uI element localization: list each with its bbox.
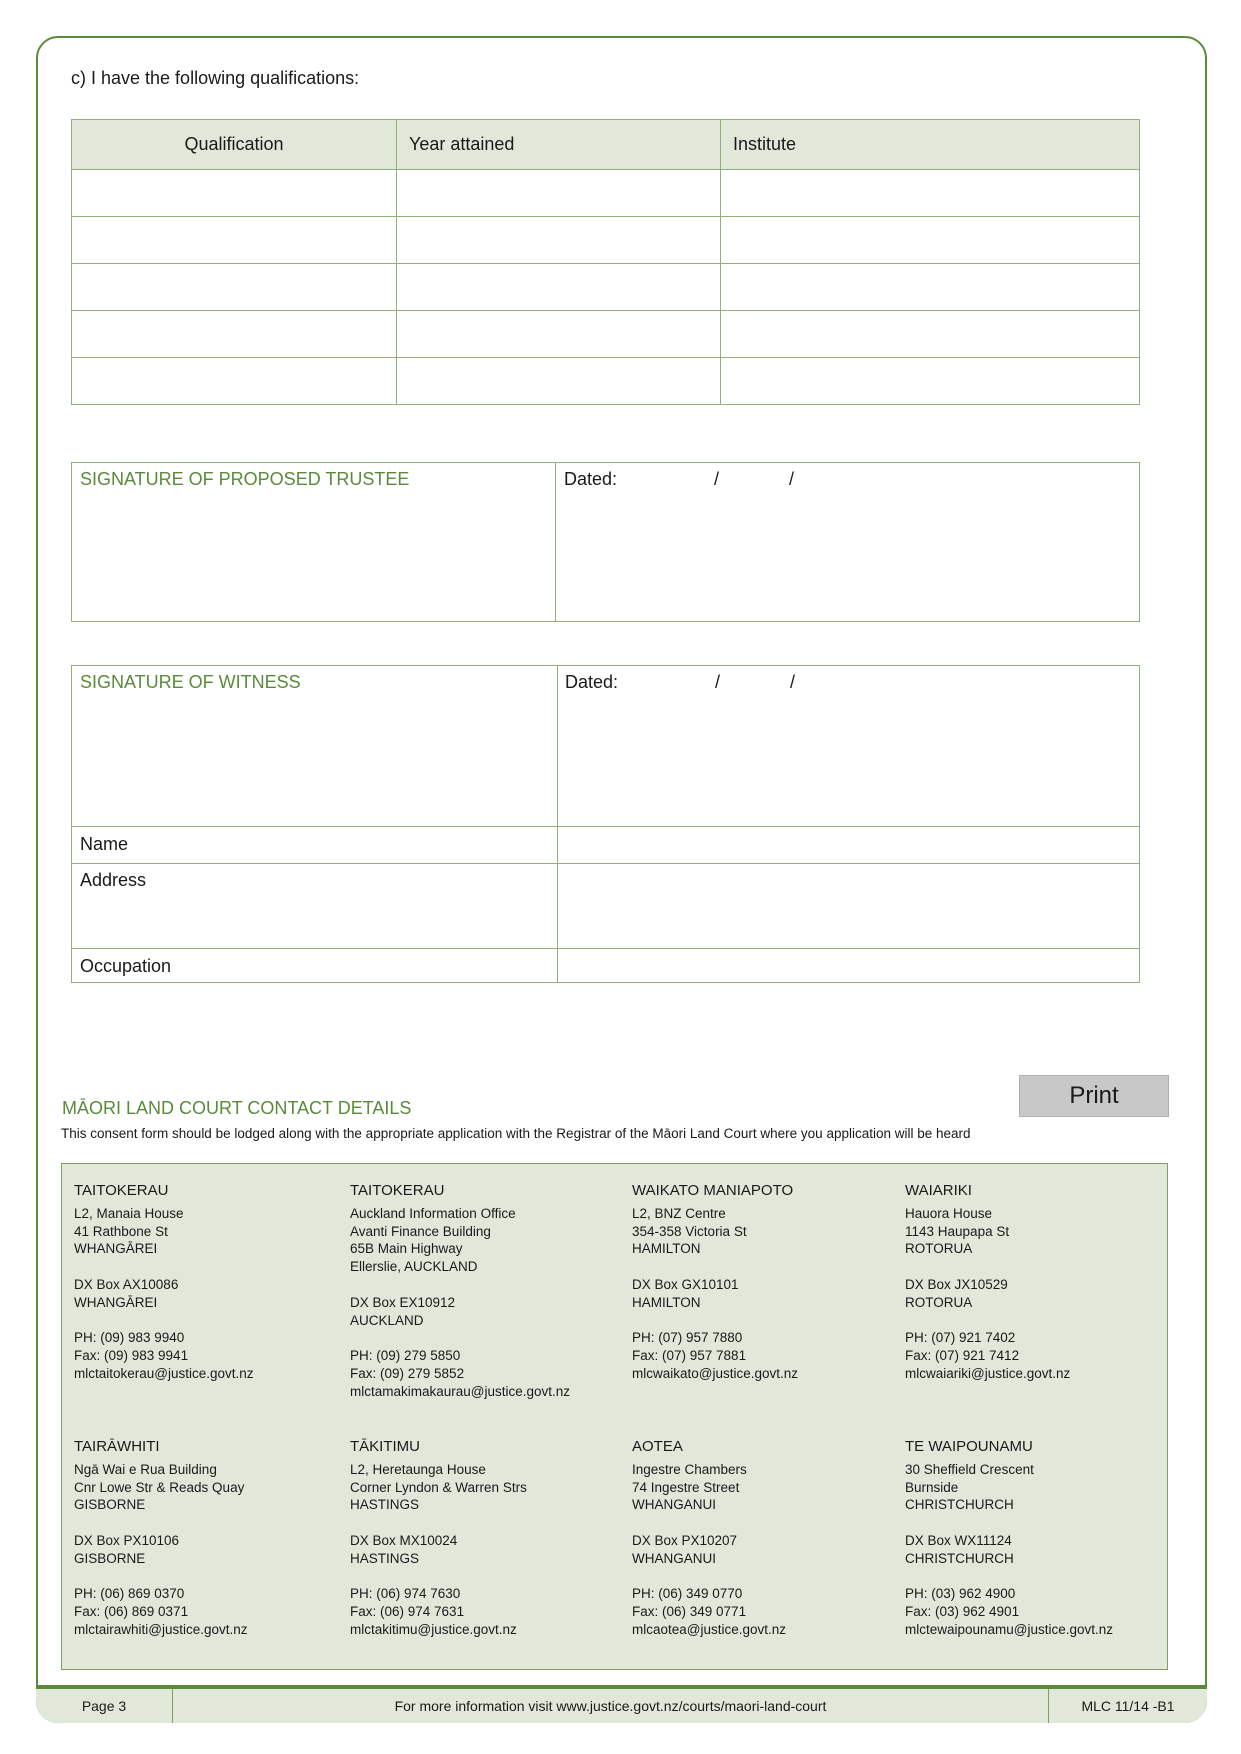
form-code: MLC 11/14 -B1 xyxy=(1048,1689,1207,1723)
office-line: 74 Ingestre Street xyxy=(632,1479,740,1495)
office-line: WHANGANUI xyxy=(632,1550,716,1566)
contact-note: This consent form should be lodged along with the appropriate application with the Registrar of the Māori Land Court where you application will be heard xyxy=(61,1126,971,1141)
office-line: Hauora House xyxy=(905,1205,993,1221)
spacer xyxy=(350,1568,527,1586)
office-email[interactable]: mlcwaikato@justice.govt.nz xyxy=(632,1365,799,1381)
office-contact xyxy=(74,1182,254,1383)
spacer xyxy=(350,1329,570,1347)
spacer xyxy=(632,1514,786,1532)
office-contact xyxy=(632,1438,786,1639)
spacer xyxy=(74,1258,254,1276)
witness-signature-label: SIGNATURE OF WITNESS xyxy=(80,672,301,692)
office-line: Burnside xyxy=(905,1479,959,1495)
contact-details-panel xyxy=(61,1163,1168,1670)
office-line: L2, Heretaunga House xyxy=(350,1461,486,1477)
qualifications-table xyxy=(71,119,1140,405)
spacer xyxy=(350,1276,570,1294)
office-line: Cnr Lowe Str & Reads Quay xyxy=(74,1479,245,1495)
office-line: Auckland Information Office xyxy=(350,1205,516,1221)
office-line: PH: (03) 962 4900 xyxy=(905,1586,1016,1602)
office-email[interactable]: mlctakitimu@justice.govt.nz xyxy=(350,1621,517,1637)
office-title: AOTEA xyxy=(632,1438,683,1455)
office-line: ROTORUA xyxy=(905,1241,973,1257)
office-line: Fax: (06) 349 0771 xyxy=(632,1604,747,1620)
witness-name-label: Name xyxy=(80,834,129,854)
office-line: Fax: (06) 869 0371 xyxy=(74,1604,189,1620)
spacer xyxy=(350,1514,527,1532)
office-line: PH: (09) 983 9940 xyxy=(74,1330,185,1346)
office-line: Fax: (07) 921 7412 xyxy=(905,1348,1020,1364)
table-cell-input[interactable] xyxy=(397,358,721,405)
office-line: HAMILTON xyxy=(632,1241,701,1257)
office-line: DX Box PX10207 xyxy=(632,1532,738,1548)
office-email[interactable]: mlctaitokerau@justice.govt.nz xyxy=(74,1365,254,1381)
office-line: 1143 Haupapa St xyxy=(905,1223,1010,1239)
office-line: ROTORUA xyxy=(905,1294,973,1310)
office-line: HAMILTON xyxy=(632,1294,701,1310)
office-line: Ingestre Chambers xyxy=(632,1461,747,1477)
office-email[interactable]: mlctairawhiti@justice.govt.nz xyxy=(74,1621,248,1637)
office-line: DX Box WX11124 xyxy=(905,1532,1012,1548)
office-email[interactable]: mlcwaiariki@justice.govt.nz xyxy=(905,1365,1071,1381)
office-line: DX Box MX10024 xyxy=(350,1532,458,1548)
office-contact xyxy=(350,1438,527,1639)
office-line: Fax: (09) 983 9941 xyxy=(74,1348,189,1364)
spacer xyxy=(632,1568,786,1586)
witness-address-label: Address xyxy=(80,870,147,890)
spacer xyxy=(74,1568,248,1586)
office-line: HASTINGS xyxy=(350,1550,420,1566)
office-line: L2, BNZ Centre xyxy=(632,1205,726,1221)
qualifications-intro: c) I have the following qualifications: xyxy=(71,68,360,88)
office-line: AUCKLAND xyxy=(350,1312,424,1328)
office-line: WHANGANUI xyxy=(632,1497,716,1513)
spacer xyxy=(905,1258,1070,1276)
spacer xyxy=(905,1568,1113,1586)
office-email[interactable]: mlctamakimakaurau@justice.govt.nz xyxy=(350,1383,571,1399)
date-separator: / xyxy=(789,469,795,489)
table-cell-input[interactable] xyxy=(397,170,721,217)
table-row xyxy=(72,217,1140,264)
office-line: GISBORNE xyxy=(74,1497,146,1513)
spacer xyxy=(632,1258,798,1276)
header-year-attained: Year attained xyxy=(397,120,721,170)
office-email[interactable]: mlctewaipounamu@justice.govt.nz xyxy=(905,1621,1114,1637)
office-title: TE WAIPOUNAMU xyxy=(905,1438,1033,1455)
contact-heading: MĀORI LAND COURT CONTACT DETAILS xyxy=(62,1098,412,1118)
table-row xyxy=(72,264,1140,311)
office-title: TAIRĀWHITI xyxy=(74,1438,160,1455)
date-separator: / xyxy=(714,469,720,489)
office-line: WHANGĀREI xyxy=(74,1294,158,1310)
office-contact xyxy=(74,1438,248,1639)
office-line: Corner Lyndon & Warren Strs xyxy=(350,1479,527,1495)
date-separator: / xyxy=(790,672,796,692)
trustee-dated-label: Dated: xyxy=(564,469,618,489)
print-button[interactable]: Print xyxy=(1019,1075,1169,1117)
table-cell-input[interactable] xyxy=(721,311,1140,358)
header-institute: Institute xyxy=(721,120,1140,170)
table-cell-input[interactable] xyxy=(72,217,397,264)
office-line: HASTINGS xyxy=(350,1497,420,1513)
office-line: Fax: (03) 962 4901 xyxy=(905,1604,1020,1620)
office-title: TAITOKERAU xyxy=(74,1182,169,1199)
table-cell-input[interactable] xyxy=(72,358,397,405)
office-line: CHRISTCHURCH xyxy=(905,1550,1014,1566)
table-cell-input[interactable] xyxy=(721,264,1140,311)
office-line: Fax: (09) 279 5852 xyxy=(350,1365,465,1381)
office-title: WAIARIKI xyxy=(905,1182,972,1199)
page-footer xyxy=(36,1685,1207,1723)
table-cell-input[interactable] xyxy=(721,358,1140,405)
office-line: PH: (06) 869 0370 xyxy=(74,1586,185,1602)
office-line: GISBORNE xyxy=(74,1550,146,1566)
witness-dated-label: Dated: xyxy=(565,672,619,692)
table-row xyxy=(72,311,1140,358)
office-line: WHANGĀREI xyxy=(74,1241,158,1257)
spacer xyxy=(632,1312,798,1330)
spacer xyxy=(74,1312,254,1330)
page-number: Page 3 xyxy=(36,1689,173,1723)
office-title: TĀKITIMU xyxy=(350,1438,420,1455)
office-line: Fax: (06) 974 7631 xyxy=(350,1604,465,1620)
table-cell-input[interactable] xyxy=(72,170,397,217)
office-line: 30 Sheffield Crescent xyxy=(905,1461,1034,1477)
table-cell-input[interactable] xyxy=(72,311,397,358)
office-line: PH: (07) 921 7402 xyxy=(905,1330,1016,1346)
office-line: DX Box JX10529 xyxy=(905,1276,1008,1292)
office-line: Fax: (07) 957 7881 xyxy=(632,1348,747,1364)
table-row xyxy=(72,170,1140,217)
witness-signature-box[interactable] xyxy=(71,665,1140,983)
office-line: DX Box EX10912 xyxy=(350,1294,456,1310)
office-title: WAIKATO MANIAPOTO xyxy=(632,1182,794,1199)
office-line: CHRISTCHURCH xyxy=(905,1497,1014,1513)
office-line: 354-358 Victoria St xyxy=(632,1223,747,1239)
office-line: Ellerslie, AUCKLAND xyxy=(350,1259,478,1275)
spacer xyxy=(905,1514,1113,1532)
office-email[interactable]: mlcaotea@justice.govt.nz xyxy=(632,1621,787,1637)
spacer xyxy=(905,1312,1070,1330)
table-cell-input[interactable] xyxy=(72,264,397,311)
office-contact xyxy=(905,1182,1070,1383)
office-line: Ngā Wai e Rua Building xyxy=(74,1461,217,1477)
header-qualification: Qualification xyxy=(72,120,397,170)
trustee-signature-box[interactable] xyxy=(71,462,1140,622)
table-cell-input[interactable] xyxy=(721,217,1140,264)
office-line: PH: (09) 279 5850 xyxy=(350,1348,461,1364)
table-cell-input[interactable] xyxy=(397,311,721,358)
table-cell-input[interactable] xyxy=(721,170,1140,217)
witness-occupation-label: Occupation xyxy=(80,956,172,976)
trustee-signature-label: SIGNATURE OF PROPOSED TRUSTEE xyxy=(80,469,410,489)
office-line: Avanti Finance Building xyxy=(350,1223,491,1239)
office-line: DX Box GX10101 xyxy=(632,1276,739,1292)
footer-info-link[interactable]: For more information visit www.justice.govt.nz/courts/maori-land-court xyxy=(394,1698,827,1714)
date-separator: / xyxy=(715,672,721,692)
table-cell-input[interactable] xyxy=(397,264,721,311)
table-cell-input[interactable] xyxy=(397,217,721,264)
office-line: PH: (06) 349 0770 xyxy=(632,1586,743,1602)
office-line: PH: (06) 974 7630 xyxy=(350,1586,461,1602)
office-line: 65B Main Highway xyxy=(350,1241,463,1257)
office-line: L2, Manaia House xyxy=(74,1205,184,1221)
spacer xyxy=(74,1514,248,1532)
office-line: 41 Rathbone St xyxy=(74,1223,168,1239)
office-line: DX Box PX10106 xyxy=(74,1532,180,1548)
office-contact xyxy=(350,1182,570,1401)
office-line: PH: (07) 957 7880 xyxy=(632,1330,743,1346)
office-contact xyxy=(905,1438,1113,1639)
office-contact xyxy=(632,1182,798,1383)
office-line: DX Box AX10086 xyxy=(74,1276,179,1292)
office-title: TAITOKERAU xyxy=(350,1182,445,1199)
table-row xyxy=(72,358,1140,405)
